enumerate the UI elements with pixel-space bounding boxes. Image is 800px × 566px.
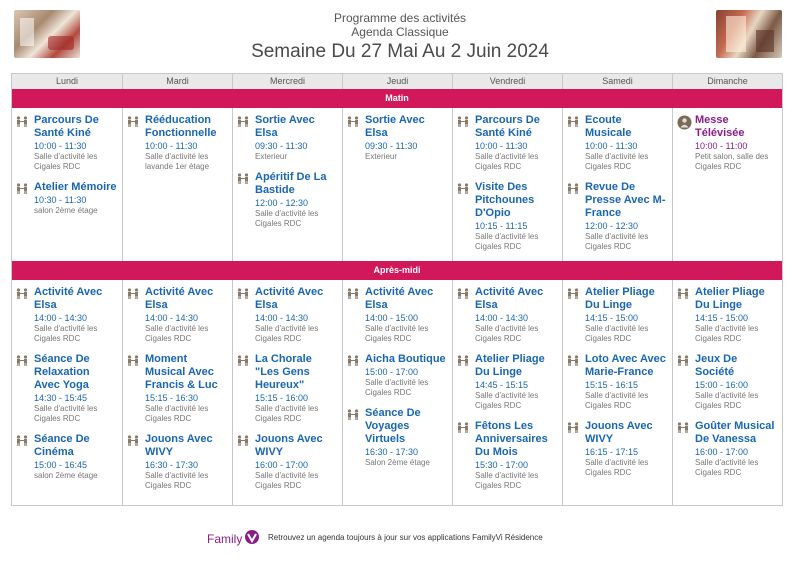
event-title: Fêtons Les Anniversaires Du Mois [475, 420, 548, 458]
agenda-event[interactable] [567, 114, 668, 172]
event-location: Salle d'activité les Cigales RDC [475, 391, 539, 410]
event-time: 14:00 - 15:00 [365, 313, 419, 323]
event-location: Salle d'activité les Cigales RDC [145, 404, 209, 423]
event-location: Salle d'activité les Cigales RDC [695, 458, 759, 477]
event-location: Salle d'activité les Cigales RDC [695, 324, 759, 343]
agenda-event[interactable] [567, 286, 668, 344]
day-header: Mercredi [232, 74, 342, 89]
agenda-event[interactable] [567, 181, 668, 252]
event-details [695, 420, 778, 478]
event-time: 12:00 - 12:30 [585, 221, 639, 231]
event-time: 14:00 - 14:30 [145, 313, 199, 323]
activity-icon [237, 115, 252, 162]
day-headers [12, 74, 782, 89]
event-location: salon 2ème étage [34, 471, 98, 480]
familyvi-logo-text: Family [207, 532, 243, 546]
header [0, 0, 800, 70]
event-title: Séance De Voyages Virtuels [365, 407, 421, 445]
event-time: 12:00 - 12:30 [255, 198, 309, 208]
event-location: Salle d'activité les lavande 1er étage [145, 152, 210, 171]
event-time: 10:00 - 11:30 [475, 141, 528, 151]
familyvi-logo-icon [244, 529, 260, 545]
event-details [255, 353, 338, 424]
event-time: 16:15 - 17:15 [585, 447, 639, 457]
event-details [255, 286, 338, 344]
activity-icon [567, 354, 582, 411]
activity-icon [127, 287, 142, 344]
morning-row [12, 108, 782, 261]
event-location: Salle d'activité les Cigales RDC [255, 209, 319, 228]
event-time: 14:00 - 14:30 [34, 313, 88, 323]
activity-icon [237, 172, 252, 229]
agenda-event[interactable] [127, 114, 228, 172]
event-location: Salle d'activité les Cigales RDC [585, 152, 649, 171]
event-details [365, 286, 448, 344]
agenda-event[interactable] [457, 353, 558, 411]
event-details [365, 353, 448, 398]
event-title: Parcours De Santé Kiné [34, 114, 99, 139]
agenda-event[interactable] [127, 353, 228, 424]
event-title: Moment Musical Avec Francis & Luc [145, 353, 218, 391]
residence-photo-right [716, 10, 782, 58]
event-time: 15:30 - 17:00 [475, 460, 529, 470]
event-time: 16:00 - 17:00 [255, 460, 309, 470]
event-title: Jeux De Société [695, 353, 738, 378]
agenda-event[interactable] [237, 114, 338, 162]
event-details [34, 353, 118, 424]
event-details [145, 433, 228, 491]
agenda-event[interactable] [457, 420, 558, 491]
footer [0, 527, 800, 549]
event-details [585, 181, 668, 252]
event-title: Jouons Avec WIVY [145, 433, 213, 458]
agenda-event[interactable] [16, 181, 118, 216]
worship-icon [677, 115, 692, 172]
agenda-event[interactable] [127, 286, 228, 344]
afternoon-row [12, 280, 782, 505]
day-header: Jeudi [342, 74, 452, 89]
event-title: Activité Avec Elsa [365, 286, 434, 311]
event-time: 14:15 - 15:00 [585, 313, 639, 323]
event-location: Salle d'activité les Cigales RDC [255, 404, 319, 423]
activity-icon [16, 182, 31, 216]
agenda-event[interactable] [677, 353, 778, 411]
event-details [585, 353, 668, 411]
agenda-type: Agenda Classique [351, 25, 449, 39]
event-title: Visite Des Pitchounes D'Opio [475, 181, 535, 219]
event-title: Parcours De Santé Kiné [475, 114, 540, 139]
agenda-event[interactable] [347, 286, 448, 344]
event-title: Sortie Avec Elsa [365, 114, 425, 139]
event-location: Salle d'activité les Cigales RDC [255, 324, 319, 343]
event-location: Salle d'activité les Cigales RDC [365, 324, 429, 343]
event-title: Séance De Relaxation Avec Yoga [34, 353, 90, 391]
event-time: 15:00 - 16:45 [34, 460, 88, 470]
activity-icon [457, 115, 472, 172]
event-title: Loto Avec Avec Marie-France [585, 353, 666, 378]
morning-band: Matin [12, 89, 782, 108]
event-details [34, 181, 118, 216]
event-title: Séance De Cinéma [34, 433, 90, 458]
event-details [475, 353, 558, 411]
activity-icon [457, 354, 472, 411]
agenda-event[interactable] [457, 114, 558, 172]
event-location: Salle d'activité les Cigales RDC [585, 391, 649, 410]
agenda-event[interactable] [567, 353, 668, 411]
activity-icon [127, 354, 142, 424]
agenda-event[interactable] [677, 286, 778, 344]
activity-icon [457, 287, 472, 344]
event-location: Petit salon, salle des Cigales RDC [695, 152, 769, 171]
event-time: 09:30 - 11:30 [365, 141, 418, 151]
agenda-event[interactable] [347, 407, 448, 468]
day-cell [672, 108, 782, 261]
event-location: Salle d'activité les Cigales RDC [475, 471, 539, 490]
event-details [365, 114, 448, 162]
event-time: 09:30 - 11:30 [255, 141, 308, 151]
day-cell [232, 280, 342, 505]
agenda-event[interactable] [677, 420, 778, 478]
agenda-event[interactable] [237, 353, 338, 424]
agenda-event[interactable] [237, 286, 338, 344]
agenda-event[interactable] [457, 181, 558, 252]
agenda-event[interactable] [16, 286, 118, 344]
event-title: Rééducation Fonctionnelle [145, 114, 217, 139]
event-title: Jouons Avec WIVY [255, 433, 323, 458]
event-time: 10:00 - 11:30 [585, 141, 638, 151]
event-details [475, 420, 558, 491]
event-time: 14:45 - 15:15 [475, 380, 529, 390]
activity-icon [567, 182, 582, 252]
event-title: Revue De Presse Avec M-France [585, 181, 666, 219]
event-time: 15:00 - 16:00 [695, 380, 749, 390]
event-location: Salle d'activité les Cigales RDC [695, 391, 759, 410]
agenda-event[interactable] [677, 114, 778, 172]
day-cell [12, 108, 122, 261]
footer-message: Retrouvez un agenda toujours à jour sur vos applications FamilyVi Résidence [268, 533, 543, 542]
event-time: 14:00 - 14:30 [255, 313, 309, 323]
agenda-event[interactable] [347, 114, 448, 162]
event-details [145, 353, 228, 424]
day-cell [122, 280, 232, 505]
activity-icon [347, 115, 362, 162]
activity-icon [457, 421, 472, 491]
event-time: 15:15 - 16:30 [145, 393, 199, 403]
day-cell [562, 108, 672, 261]
afternoon-band: Après-midi [12, 261, 782, 280]
event-time: 16:30 - 17:30 [145, 460, 199, 470]
week-title: Semaine Du 27 Mai Au 2 Juin 2024 [251, 41, 549, 62]
event-title: La Chorale "Les Gens Heureux" [255, 353, 312, 391]
event-title: Atelier Pliage Du Linge [695, 286, 765, 311]
event-details [475, 114, 558, 172]
activity-icon [567, 287, 582, 344]
event-details [585, 420, 668, 478]
day-cell [672, 280, 782, 505]
activity-icon [16, 115, 31, 172]
event-location: Salle d'activité les Cigales RDC [475, 324, 539, 343]
event-location: salon 2ème étage [34, 206, 98, 215]
event-title: Ecoute Musicale [585, 114, 632, 139]
event-location: Salle d'activité les Cigales RDC [365, 378, 429, 397]
event-time: 10:30 - 11:30 [34, 195, 87, 205]
event-location: Salle d'activité les Cigales RDC [585, 458, 649, 477]
event-details [585, 286, 668, 344]
event-title: Apéritif De La Bastide [255, 171, 327, 196]
activity-icon [16, 287, 31, 344]
agenda-event[interactable] [237, 171, 338, 229]
agenda-event[interactable] [347, 353, 448, 398]
event-time: 10:00 - 11:00 [695, 141, 748, 151]
day-cell [12, 280, 122, 505]
event-details [695, 114, 778, 172]
day-cell [342, 108, 452, 261]
event-title: Activité Avec Elsa [255, 286, 324, 311]
event-location: Salon 2ème étage [365, 458, 430, 467]
day-header: Vendredi [452, 74, 562, 89]
event-location: Salle d'activité les Cigales RDC [145, 471, 209, 490]
activity-icon [677, 287, 692, 344]
event-details [255, 114, 338, 162]
event-title: Activité Avec Elsa [145, 286, 214, 311]
event-title: Activité Avec Elsa [34, 286, 103, 311]
event-location: Salle d'activité les Cigales RDC [475, 152, 539, 171]
day-cell [232, 108, 342, 261]
day-header: Lundi [55, 76, 79, 86]
event-time: 14:30 - 15:45 [34, 393, 88, 403]
event-title: Jouons Avec WIVY [585, 420, 653, 445]
day-cell [562, 280, 672, 505]
event-details [145, 286, 228, 344]
activity-icon [16, 354, 31, 424]
event-details [585, 114, 668, 172]
activity-icon [677, 354, 692, 411]
event-location: Salle d'activité les Cigales RDC [145, 324, 209, 343]
event-title: Aicha Boutique [365, 353, 446, 365]
activity-icon [567, 115, 582, 172]
day-header: Samedi [562, 74, 672, 89]
day-cell [452, 280, 562, 505]
agenda-event[interactable] [457, 286, 558, 344]
activity-icon [457, 182, 472, 252]
event-details [255, 171, 338, 229]
activity-icon [127, 115, 142, 172]
event-time: 14:00 - 14:30 [475, 313, 529, 323]
activity-icon [237, 354, 252, 424]
event-title: Atelier Pliage Du Linge [585, 286, 655, 311]
agenda-event[interactable] [16, 353, 118, 424]
event-title: Messe Télévisée [695, 114, 745, 139]
event-time: 10:00 - 11:30 [145, 141, 198, 151]
event-location: Exterieur [365, 152, 398, 161]
event-location: Salle d'activité les Cigales RDC [34, 324, 98, 343]
agenda-event[interactable] [127, 433, 228, 491]
activity-icon [237, 287, 252, 344]
activity-icon [567, 421, 582, 478]
event-location: Exterieur [255, 152, 288, 161]
event-location: Salle d'activité les Cigales RDC [585, 324, 649, 343]
day-header: Mardi [122, 74, 232, 89]
event-title: Atelier Pliage Du Linge [475, 353, 545, 378]
activity-icon [677, 421, 692, 478]
agenda-event[interactable] [16, 433, 118, 481]
activity-icon [127, 434, 142, 491]
day-cell [122, 108, 232, 261]
event-time: 10:15 - 11:15 [475, 221, 528, 231]
activity-icon [347, 287, 362, 344]
activity-icon [347, 408, 362, 468]
program-title: Programme des activités [333, 11, 467, 25]
event-time: 10:00 - 11:30 [34, 141, 87, 151]
event-time: 14:15 - 15:00 [695, 313, 749, 323]
event-details [34, 286, 118, 344]
event-details [695, 353, 778, 411]
event-time: 15:15 - 16:00 [255, 393, 309, 403]
event-location: Salle d'activité les Cigales RDC [585, 232, 649, 251]
activity-icon [347, 354, 362, 398]
event-location: Salle d'activité les Cigales RDC [34, 152, 98, 171]
event-details [475, 181, 558, 252]
event-time: 16:00 - 17:00 [695, 447, 749, 457]
event-details [145, 114, 228, 172]
event-details [255, 433, 338, 491]
day-cell [452, 108, 562, 261]
event-details [475, 286, 558, 344]
activity-icon [237, 434, 252, 491]
event-time: 15:00 - 17:00 [365, 367, 419, 377]
event-details [695, 286, 778, 344]
event-title: Sortie Avec Elsa [255, 114, 315, 139]
event-title: Activité Avec Elsa [475, 286, 544, 311]
event-time: 15:15 - 16:15 [585, 380, 639, 390]
event-title: Goûter Musical De Vanessa [695, 420, 775, 445]
event-location: Salle d'activité les Cigales RDC [475, 232, 539, 251]
event-details [34, 433, 118, 481]
event-details [365, 407, 448, 468]
event-location: Salle d'activité les Cigales RDC [34, 404, 98, 423]
event-details [34, 114, 118, 172]
event-location: Salle d'activité les Cigales RDC [255, 471, 319, 490]
event-title: Atelier Mémoire [34, 181, 117, 193]
day-cell [342, 280, 452, 505]
agenda-event[interactable] [567, 420, 668, 478]
weekly-agenda [11, 73, 783, 506]
agenda-event[interactable] [16, 114, 118, 172]
day-header: Dimanche [672, 74, 782, 89]
activity-icon [16, 434, 31, 481]
agenda-event[interactable] [237, 433, 338, 491]
event-time: 16:30 - 17:30 [365, 447, 419, 457]
